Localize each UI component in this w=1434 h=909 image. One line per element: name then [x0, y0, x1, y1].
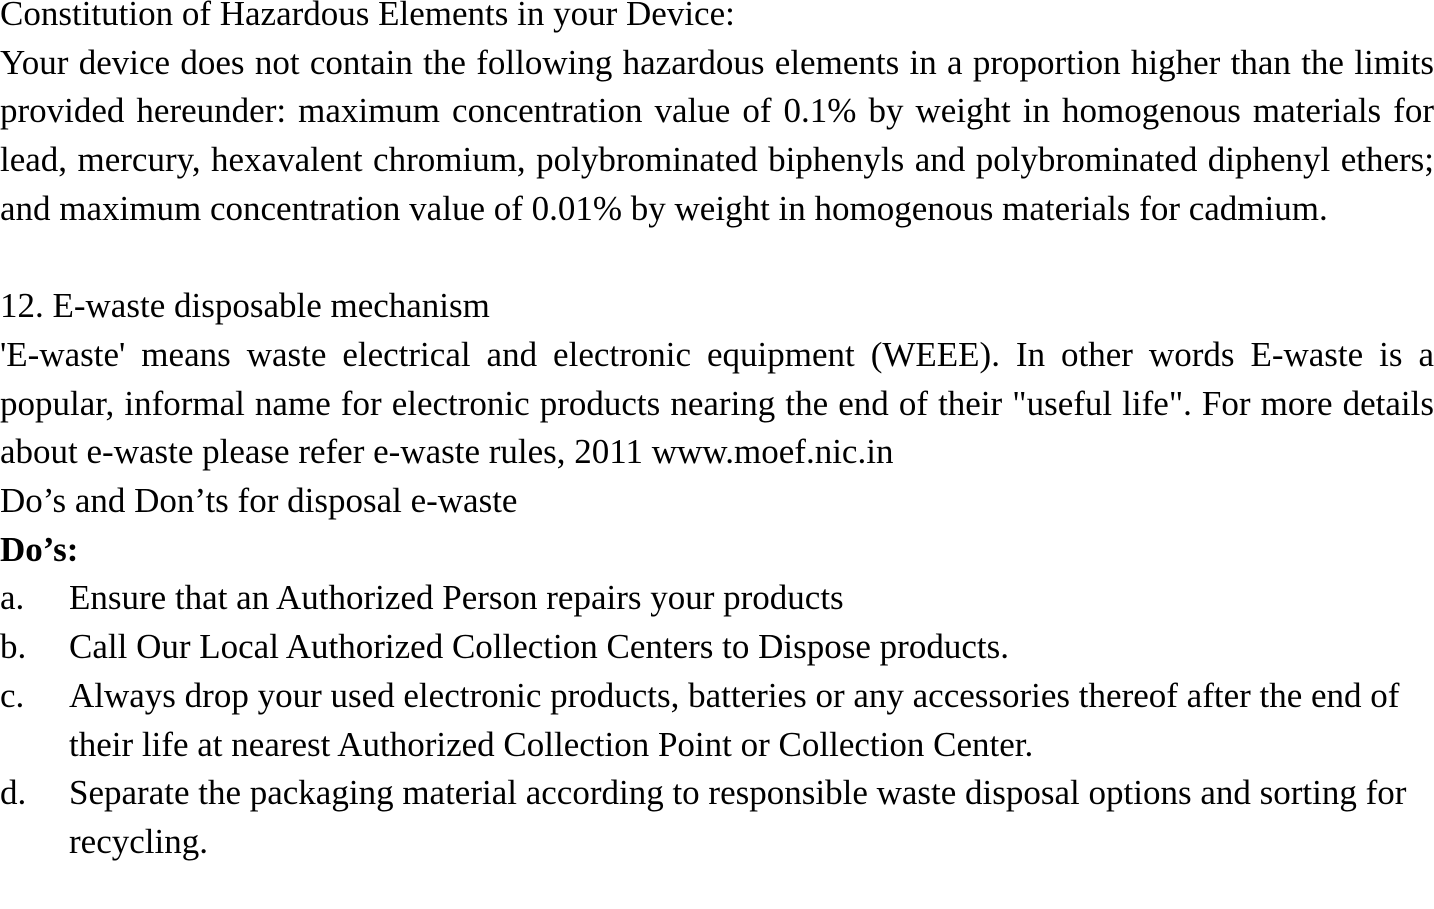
dos-donts-title: Do’s and Don’ts for disposal e-waste	[0, 481, 518, 521]
list-item-text: Call Our Local Authorized Collection Centers to Dispose products.	[69, 627, 1009, 667]
dos-list	[0, 574, 1434, 866]
hazard-heading: Constitution of Hazardous Elements in your Device:	[0, 0, 735, 33]
list-item	[0, 574, 1434, 623]
list-item-text: Separate the packaging material according to responsible waste disposal options and sorting for recycling.	[69, 773, 1407, 861]
list-item-text: Always drop your used electronic products, batteries or any accessories thereof after the end of their life at nearest Authorized Collection Point or Collection Center.	[69, 675, 1400, 764]
list-marker: c.	[0, 675, 25, 715]
ewaste-section-heading: 12. E-waste disposable mechanism	[0, 286, 490, 326]
list-item	[0, 672, 1434, 769]
list-item	[0, 769, 1434, 866]
paragraph-gap	[0, 234, 1434, 283]
list-marker: a.	[0, 578, 25, 618]
list-marker: b.	[0, 627, 27, 667]
list-item	[0, 623, 1434, 672]
list-marker: d.	[0, 773, 27, 813]
list-item-text: Ensure that an Authorized Person repairs your products	[69, 578, 844, 618]
dos-label: Do’s:	[0, 529, 79, 569]
ewaste-paragraph: 'E-waste' means waste electrical and electronic equipment (WEEE). In other words E-waste is a popular, informal name for electronic products nearing the end of their "useful life". For more details about e-waste please refer e-waste rules, 2011 www.moef.nic.in	[0, 334, 1434, 472]
hazard-paragraph: Your device does not contain the following hazardous elements in a proportion higher than the limits provided hereunder: maximum concentration value of 0.1% by weight in homogenous materials for lead, mercury, hexavalent chromium, polybrominated biphenyls and polybrominated diphenyl ethers; and maximum concentration value of 0.01% by weight in homogenous materials for cadmium.	[0, 42, 1434, 228]
